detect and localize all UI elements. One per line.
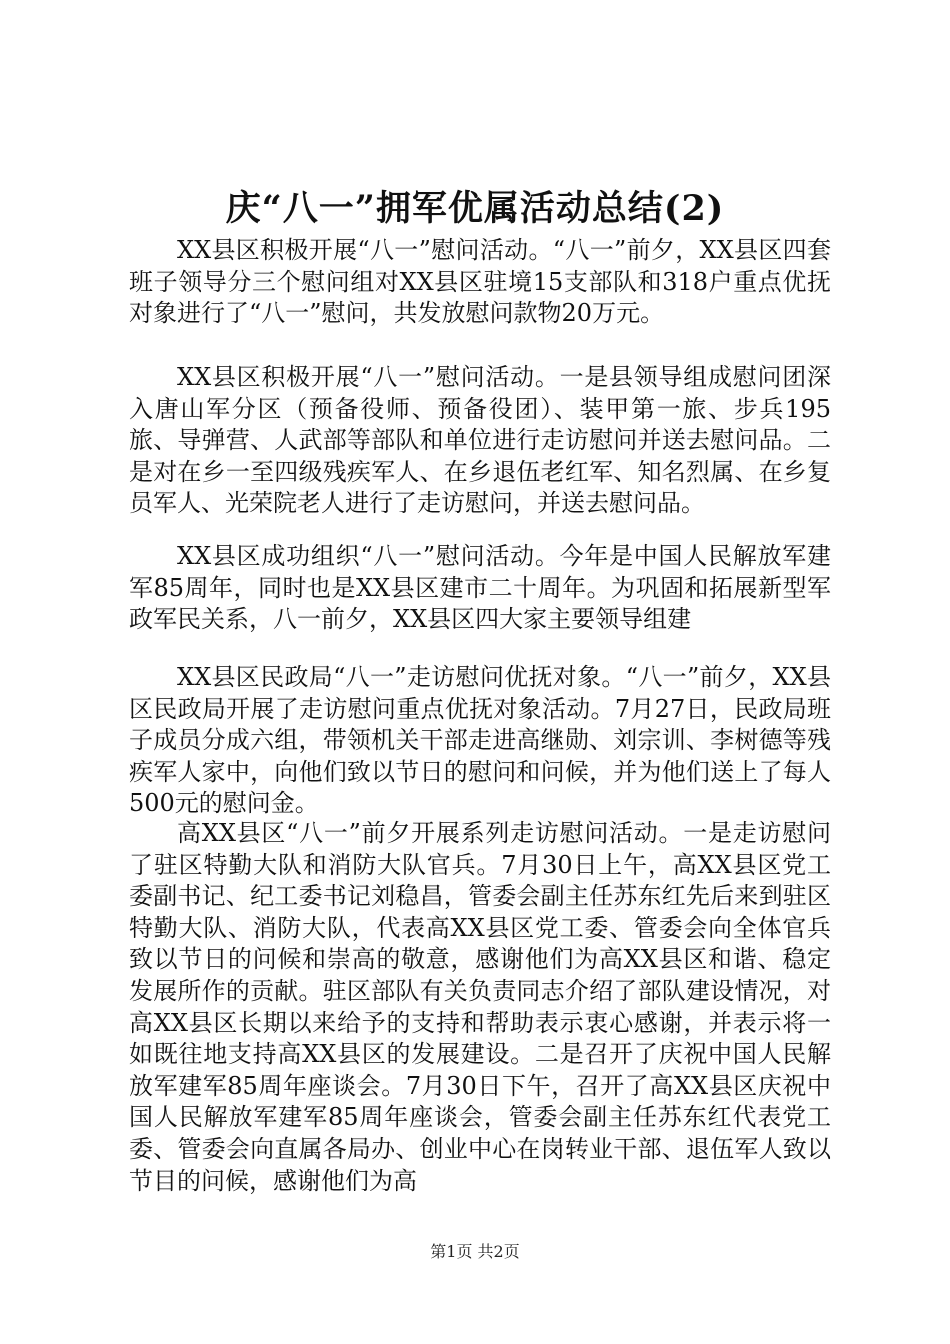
document-title: 庆“八一”拥军优属活动总结(2) [225,188,725,229]
paragraph-1: XX县区积极开展“八一”慰问活动。“八一”前夕，XX县区四套班子领导分三个慰问组对XX县区驻境15支部队和318户重点优抚对象进行了“八一”慰问，共发放慰问款物20万元。 [129,236,831,328]
paragraph-3: XX县区成功组织“八一”慰问活动。今年是中国人民解放军建军85周年，同时也是XX县区建市二十周年。为巩固和拓展新型军政军民关系，八一前夕，XX县区四大家主要领导组建 [129,542,831,634]
paragraph-5: 高XX县区“八一”前夕开展系列走访慰问活动。一是走访慰问了驻区特勤大队和消防大队官兵。7月30日上午，高XX县区党工委副书记、纪工委书记刘稳昌，管委会副主任苏东红先后来到驻区特勤大队、消防大队，代表高XX县区党工委、管委会向全体官兵致以节日的问候和崇高的敬意，感谢他们为高XX县区和谐、稳定发展所作的贡献。驻区部队有关负责同志介绍了部队建设情况，对高XX县区长期以来给予的支持和帮助表示衷心感谢，并表示将一如既往地支持高XX县区的发展建设。二是召开了庆祝中国人民解放军建军85周年座谈会。7月30日下午，召开了高XX县区庆祝中国人民解放军建军85周年座谈会，管委会副主任苏东红代表党工委、管委会向直属各局办、创业中心在岗转业干部、退伍军人致以节目的问候，感谢他们为高 [129,819,831,1195]
paragraph-4: XX县区民政局“八一”走访慰问优抚对象。“八一”前夕，XX县区民政局开展了走访慰问重点优抚对象活动。7月27日，民政局班子成员分成六组，带领机关干部走进高继勋、刘宗训、李树德等残疾军人家中，向他们致以节日的慰问和问候，并为他们送上了每人500元的慰问金。 [129,663,831,818]
paragraph-2: XX县区积极开展“八一”慰问活动。一是县领导组成慰问团深入唐山军分区（预备役师、预备役团）、装甲第一旅、步兵195旅、导弹营、人武部等部队和单位进行走访慰问并送去慰问品。二是对在乡一至四级残疾军人、在乡退伍老红军、知名烈属、在乡复员军人、光荣院老人进行了走访慰问，并送去慰问品。 [129,363,831,518]
page-number-footer: 第1页 共2页 [430,1242,520,1261]
